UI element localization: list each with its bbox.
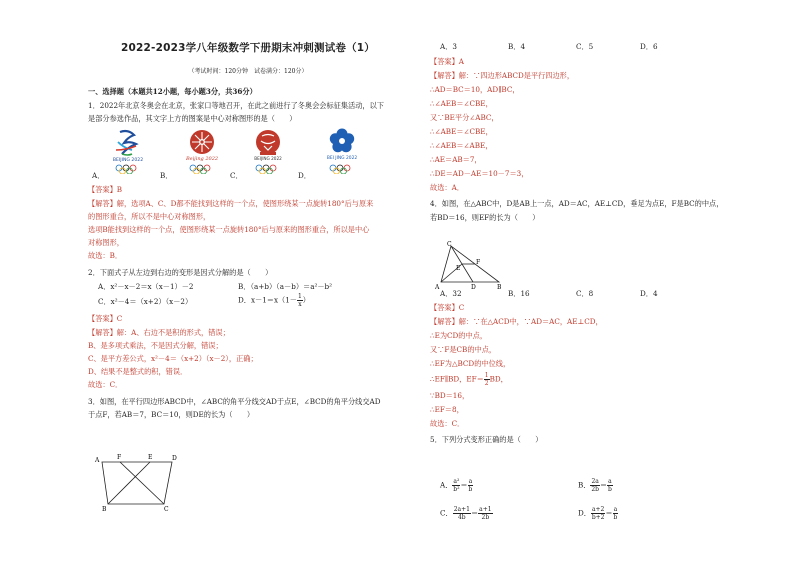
q4-analysis-line: 故选：C．: [430, 419, 465, 428]
q4-label-c: C: [447, 241, 452, 248]
logo-c: [246, 128, 290, 174]
q4-analysis-line: ∴EF为△BCD的中位线，: [430, 359, 511, 368]
q3-analysis-line: ∴AE＝AB＝7，: [430, 155, 482, 164]
q5-option-d: [578, 506, 618, 521]
olympic-rings-icon: [180, 164, 224, 174]
fraction-denominator: 4b: [457, 514, 466, 521]
q4-answer: [430, 302, 464, 315]
q2-option-c: C．x²－4＝（x+2）（x－2）: [98, 297, 193, 306]
equals-sign: ＝: [605, 508, 613, 518]
logo-d-caption: BEI JING 2022: [326, 156, 358, 161]
q4-label-b: B: [497, 284, 502, 290]
fraction: [591, 506, 605, 521]
q5-option-a: [440, 478, 473, 493]
q4-analysis-line: ∴EF＝8，: [430, 405, 464, 414]
q2-analysis-line: C、是平方差公式，x²－4＝（x+2）（x－2），正确；: [88, 354, 258, 363]
logo-b: [180, 128, 224, 174]
q4-stem-line1: 4．如图，在△ABC中，D是AB上一点，AD＝AC，AE⊥CD，垂足为点E，F是BC的中点，: [430, 199, 724, 208]
exam-meta: （考试时间：120分钟 试卷满分：120分）: [188, 68, 308, 75]
q5-option-label: C．: [440, 508, 453, 518]
q4-label-a: A: [435, 284, 440, 290]
q3-label-b: B: [102, 506, 107, 512]
q3-analysis-line: 故选：A．: [430, 183, 464, 192]
q3-analysis-line: 又∵BE平分∠ABC，: [430, 113, 499, 122]
q4-option-a: A．32: [440, 289, 462, 298]
fraction-denominator: 2: [484, 380, 489, 387]
fraction: [453, 506, 471, 521]
q3-analysis-line: ∴∠ABE＝∠CBE，: [430, 127, 493, 136]
fraction-numerator: a²: [453, 478, 460, 485]
q2-option-d-text: D．x－1＝x（1－: [238, 295, 297, 305]
q2-analysis-line: 故选：C．: [88, 380, 123, 389]
answer-label: 【答案】: [430, 303, 459, 312]
logo-a: [106, 128, 150, 174]
logo-a-caption: BEIJING 2022: [112, 158, 144, 163]
fraction: [607, 478, 613, 493]
q1-analysis-line: 选项B能找到这样的一个点，使图形绕某一点旋转180°后与原来的图形重合，所以是中心: [88, 225, 370, 234]
fraction-denominator: b²: [453, 486, 460, 493]
q3-label-c: C: [164, 506, 169, 512]
q3-option-c: C．5: [576, 42, 594, 51]
q3-analysis-line: ∴∠AEB＝∠CBE，: [430, 99, 493, 108]
q4-analysis-line: [430, 372, 508, 387]
fraction-denominator: 2b: [591, 486, 600, 493]
fraction-denominator: b+2: [591, 514, 605, 521]
q4-label-f: F: [476, 259, 481, 266]
answer-label: 【答案】: [430, 57, 459, 66]
q3-analysis-line: 【解答】解：∵四边形ABCD是平行四边形，: [430, 71, 575, 80]
answer-value: C: [116, 314, 123, 323]
q1-analysis-line: 故选：B．: [88, 251, 123, 260]
q5-option-label: B．: [578, 480, 591, 490]
answer-value: B: [116, 185, 123, 194]
q4-label-e: E: [456, 265, 461, 272]
q3-analysis-line: ∴AD＝BC＝10，AD∥BC，: [430, 85, 520, 94]
q4-stem-line2: 若BD＝16，则EF的长为（ ）: [430, 213, 540, 222]
fraction-numerator: a: [468, 478, 473, 485]
q4-analysis-line: 又∵F是CB的中点，: [430, 345, 497, 354]
q2-analysis-line: 【解答】解：A、右边不是积的形式，错误；: [88, 328, 230, 337]
q2-option-a: A．x²－x－2＝x（x－1）－2: [98, 282, 194, 291]
q1-option-b: B．: [160, 171, 173, 180]
fraction-numerator: a: [613, 506, 618, 513]
fraction-numerator: 1: [297, 293, 302, 300]
q1-option-a: A．: [92, 171, 105, 180]
fraction-denominator: 2b: [481, 514, 490, 521]
q2-option-d-tail: ）: [302, 295, 310, 305]
q1-analysis-line: 对称图形，: [88, 238, 124, 247]
q2-analysis-line: D、结果不是整式的积，错误．: [88, 367, 188, 376]
q1-answer: [88, 184, 122, 197]
page-title: 2022-2023学八年级数学下册期末冲刺测试卷（1）: [120, 42, 375, 54]
q4-analysis-line: 【解答】解：∵在△ACD中，∵AD＝AC，AE⊥CD，: [430, 317, 603, 326]
q4-analysis-tail: BD，: [489, 374, 508, 384]
fraction-denominator: b: [607, 486, 612, 493]
logo-c-caption: BEIJING 2022: [254, 156, 282, 161]
q3-label-f: F: [117, 454, 122, 461]
q4-option-d: D．4: [640, 289, 658, 298]
answer-label: 【答案】: [88, 185, 117, 194]
q1-option-c: C．: [230, 171, 243, 180]
q2-stem: 2．下面式子从左边到右边的变形是因式分解的是（ ）: [88, 268, 273, 277]
q3-label-d: D: [172, 455, 177, 462]
q4-analysis-line: ∴E为CD的中点，: [430, 331, 488, 340]
fraction-denominator: b: [613, 514, 618, 521]
q3-label-e: E: [148, 454, 153, 461]
q1-analysis-line: 【解答】解，选项A、C、D都不能找到这样的一个点，使图形绕某一点旋转180°后与原来: [88, 199, 374, 208]
equals-sign: ＝: [599, 480, 608, 490]
fraction-numerator: 1: [484, 372, 489, 379]
q4-analysis-line: ∵BD＝16，: [430, 391, 470, 400]
q3-parallelogram-figure: [92, 454, 182, 512]
olympic-rings-icon: [320, 164, 364, 174]
q3-answer: [430, 56, 464, 69]
q4-triangle-figure: [433, 240, 505, 290]
q1-analysis-line: 的图形重合，所以不是中心对称图形，: [88, 212, 211, 221]
fraction: [478, 506, 492, 521]
q2-option-d: [238, 293, 310, 308]
q1-stem-line1: 1．2022年北京冬奥会在北京，张家口等地召开，在此之前进行了冬奥会会标征集活动，以下: [88, 101, 384, 110]
olympic-rings-icon: [106, 164, 150, 174]
fraction-numerator: 2a: [591, 478, 599, 485]
q3-option-a: A．3: [440, 42, 457, 51]
q4-analysis-text: ∴EF∥BD，EF＝: [430, 374, 484, 384]
q5-option-b: [578, 478, 613, 493]
q2-analysis-line: B、是多项式乘法，不是因式分解，错误；: [88, 341, 223, 350]
q5-option-label: D．: [578, 508, 591, 518]
q3-option-d: D．6: [640, 42, 658, 51]
equals-sign: ＝: [470, 508, 479, 518]
fraction-numerator: a: [608, 478, 612, 485]
q3-label-a: A: [95, 457, 100, 464]
answer-value: A: [458, 57, 464, 66]
q2-answer: [88, 313, 122, 326]
section-heading: 一、选择题（本题共12小题，每小题3分，共36分）: [88, 87, 257, 96]
q3-option-b: B．4: [508, 42, 526, 51]
logo-b-caption: Beijing 2022: [185, 156, 219, 162]
fraction: [590, 478, 599, 493]
q3-stem-line1: 3．如图，在平行四边形ABCD中，∠ABC的角平分线交AD于点E，∠BCD的角平分线交AD: [88, 397, 381, 406]
q2-option-b: B．（a+b）（a－b）＝a²－b²: [238, 282, 333, 291]
q4-option-b: B．16: [508, 289, 530, 298]
answer-value: C: [458, 303, 465, 312]
q3-analysis-line: ∴∠AEB＝∠ABE，: [430, 141, 493, 150]
fraction-denominator: x: [298, 301, 302, 308]
fraction-numerator: 2a+1: [453, 506, 470, 513]
q3-analysis-line: ∴DE＝AD－AE＝10－7＝3，: [430, 169, 529, 178]
q1-option-d: D．: [298, 171, 311, 180]
q5-option-c: [440, 506, 493, 521]
fraction-denominator: b: [468, 486, 473, 493]
q1-stem-line2: 是部分参选作品，其文字上方的图案是中心对称图形的是（ ）: [88, 114, 297, 123]
q5-option-label: A．: [440, 480, 453, 490]
olympic-rings-icon: [246, 164, 290, 174]
q3-stem-line2: 于点F，若AB＝7，BC＝10，则DE的长为（ ）: [88, 410, 255, 419]
fraction: [468, 478, 474, 493]
fraction: [613, 506, 619, 521]
q4-option-c: C．8: [576, 289, 594, 298]
fraction-numerator: a+1: [479, 506, 492, 513]
answer-label: 【答案】: [88, 314, 117, 323]
q4-label-d: D: [471, 284, 476, 290]
q5-stem: 5．下列分式变形正确的是（ ）: [430, 435, 543, 444]
equals-sign: ＝: [460, 480, 468, 490]
fraction-numerator: a+2: [591, 506, 605, 513]
logo-d: [320, 128, 364, 174]
